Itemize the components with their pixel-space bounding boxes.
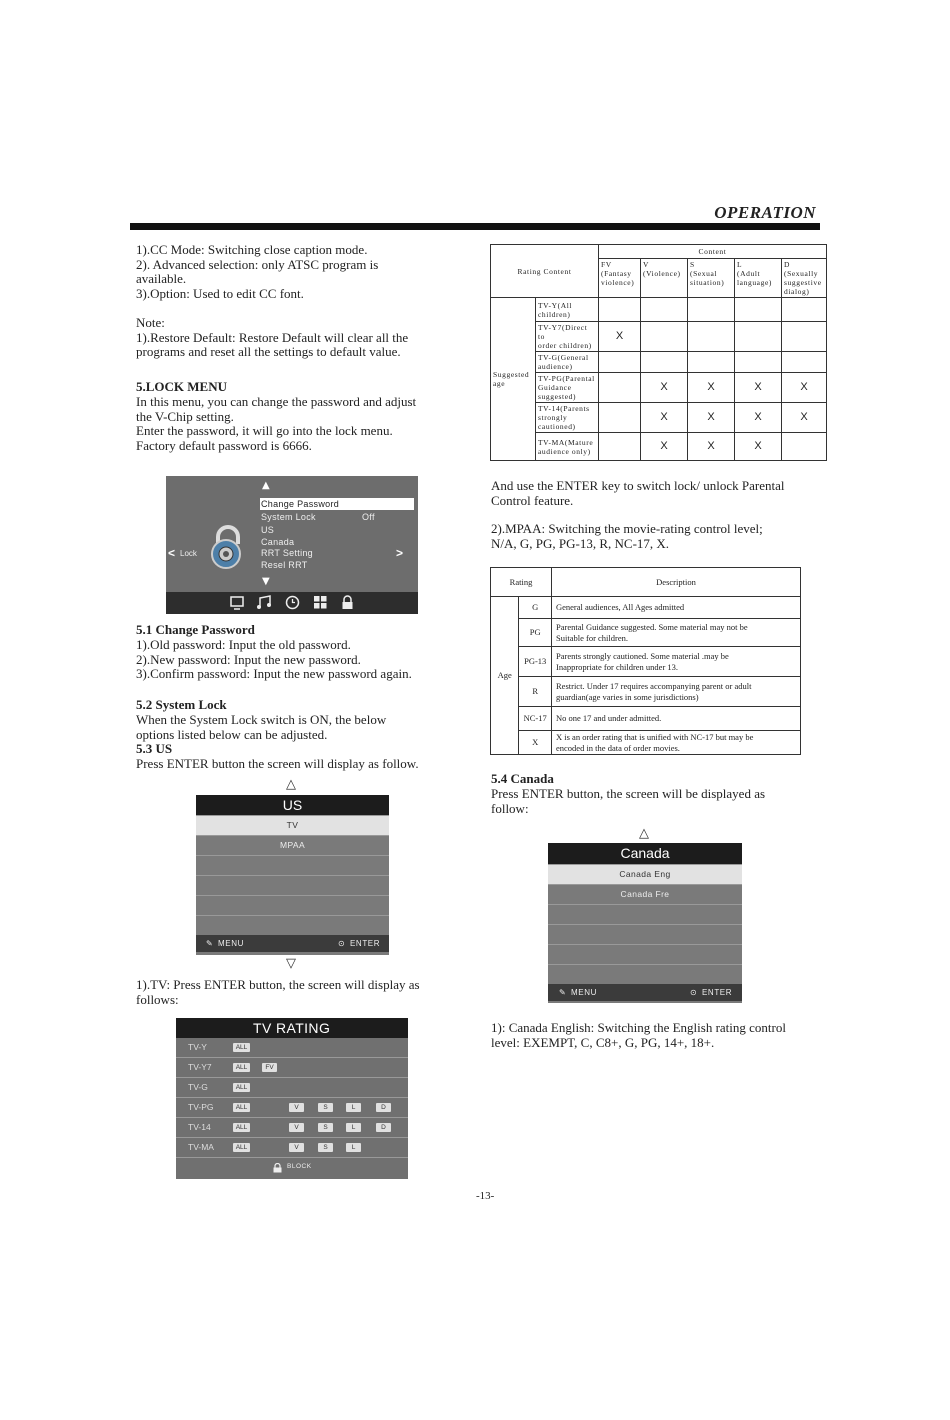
block-lock-icon [273, 1163, 282, 1173]
content-column-header: S (Sexual situation) [688, 259, 735, 298]
mpaa-text: 2).MPAA: Switching the movie-rating control level; N/A, G, PG, PG-13, R, NC-17, X. [491, 521, 763, 551]
mpaa-table [490, 567, 801, 755]
tv-rating-row-label: TV-MA [188, 1142, 214, 1152]
tv-text: 1).TV: Press ENTER button, the screen will display as follows: [136, 977, 420, 1007]
content-cell [688, 352, 735, 373]
rating-chip-all[interactable]: ALL [233, 1143, 250, 1152]
table-corner-label: Rating Content [491, 245, 599, 298]
lock-menu-osd [166, 476, 418, 614]
table-row [491, 403, 827, 433]
canada-up-triangle-icon[interactable]: △ [639, 826, 649, 841]
lock-osd-footer [166, 592, 418, 614]
content-rating-table [490, 244, 827, 461]
content-cell [688, 298, 735, 322]
block-label[interactable]: BLOCK [287, 1163, 312, 1170]
rating-chip-all[interactable]: ALL [233, 1083, 250, 1092]
mpaa-rating-label: G [519, 597, 552, 619]
content-cell: X [735, 433, 782, 461]
tv-rating-row [176, 1118, 408, 1138]
clock-icon[interactable] [285, 595, 300, 610]
table-row [491, 298, 827, 322]
content-column-header: L (Adult language) [735, 259, 782, 298]
canada-menu-item-fre[interactable]: Canada Fre [548, 884, 742, 904]
us-up-triangle-icon[interactable]: △ [286, 777, 296, 792]
right-arrow-icon[interactable]: > [396, 546, 404, 560]
change-password-heading: 5.1 Change Password [136, 622, 255, 637]
rating-chip-d[interactable]: D [376, 1103, 391, 1112]
mpaa-rating-label: NC-17 [519, 707, 552, 731]
age-label: Age [491, 597, 519, 755]
us-menu-item-empty [196, 915, 389, 935]
mpaa-rating-label: X [519, 731, 552, 755]
content-cell [641, 322, 688, 352]
menu-key-icon: ✎ [559, 988, 567, 997]
rating-chip-s[interactable]: S [318, 1123, 333, 1132]
rating-label: TV-14(Parents strongly cautioned) [536, 403, 599, 433]
mpaa-description: Restrict. Under 17 requires accompanying parent or adult guardian(age varies in some jurisdictions) [552, 677, 801, 707]
change-password-text: 1).Old password: Input the old password. 2).New password: Input the new password. 3).Confirm password: Input the new password again. [136, 637, 412, 682]
mpaa-rating-label: R [519, 677, 552, 707]
lock-menu-text: In this menu, you can change the password and adjust the V-Chip setting. Enter the password, it will go into the lock menu. Factory default password is 6666. [136, 394, 417, 453]
canada-menu-item-eng[interactable]: Canada Eng [548, 864, 742, 884]
cc-mode-text: 1).CC Mode: Switching close caption mode. 2). Advanced selection: only ATSC program is available. 3).Option: Used to edit CC font. Note: 1).Restore Default: Restore Default will clear all the programs and reset all the settings to default value. [136, 242, 409, 360]
table-row [491, 731, 801, 755]
suggested-age-label: Suggested age [491, 298, 536, 461]
page-header-title: OPERATION [714, 203, 816, 222]
rating-chip-l[interactable]: L [346, 1143, 361, 1152]
up-arrow-icon[interactable]: ▲ [262, 480, 270, 491]
content-cell [641, 352, 688, 373]
content-column-header: V (Violence) [641, 259, 688, 298]
us-menu-item-tv[interactable]: TV [196, 815, 389, 835]
rating-label: TV-Y7(Direct to order children) [536, 322, 599, 352]
lock-item-canada[interactable]: Canada [261, 537, 295, 547]
content-cell [735, 298, 782, 322]
content-cell: X [688, 403, 735, 433]
lock-osd-label: Lock [180, 549, 197, 558]
table-row [491, 433, 827, 461]
tv-icon[interactable] [230, 596, 244, 610]
content-cell [688, 322, 735, 352]
rating-chip-all[interactable]: ALL [233, 1103, 250, 1112]
table-row [491, 647, 801, 677]
rating-chip-all[interactable]: ALL [233, 1063, 250, 1072]
tv-rating-row-label: TV-PG [188, 1102, 214, 1112]
table-row [491, 597, 801, 619]
content-rating-table-wrap [490, 244, 827, 461]
content-cell: X [641, 373, 688, 403]
mpaa-rating-label: PG [519, 619, 552, 647]
system-lock-value: Off [362, 512, 375, 522]
mpaa-description-header: Description [552, 568, 801, 597]
content-cell: X [735, 403, 782, 433]
table-row [491, 373, 827, 403]
mpaa-description: General audiences, All Ages admitted [552, 597, 801, 619]
tv-rating-title: TV RATING [176, 1018, 408, 1038]
us-menu-item-empty [196, 895, 389, 915]
rating-chip-l[interactable]: L [346, 1123, 361, 1132]
rating-chip-all[interactable]: ALL [233, 1123, 250, 1132]
rating-chip-all[interactable]: ALL [233, 1043, 250, 1052]
tv-rating-row-label: TV-Y [188, 1042, 207, 1052]
tv-rating-row [176, 1038, 408, 1058]
content-cell: X [688, 433, 735, 461]
rating-chip-l[interactable]: L [346, 1103, 361, 1112]
mpaa-description: Parents strongly cautioned. Some material .may be Inappropriate for children under 13. [552, 647, 801, 677]
content-cell: X [641, 433, 688, 461]
content-cell: X [599, 322, 641, 352]
table-row [491, 619, 801, 647]
canada-menu-item-empty [548, 964, 742, 984]
grid-icon[interactable] [313, 595, 328, 610]
content-cell [641, 298, 688, 322]
canada-menu-item-empty [548, 904, 742, 924]
rating-label: TV-Y(All children) [536, 298, 599, 322]
us-menu-item-mpaa[interactable]: MPAA [196, 835, 389, 855]
music-icon[interactable] [256, 595, 272, 610]
us-down-triangle-icon[interactable]: ▽ [286, 956, 296, 971]
tv-rating-row-label: TV-G [188, 1082, 208, 1092]
us-menu-title: US [196, 795, 389, 815]
rating-chip-s[interactable]: S [318, 1103, 333, 1112]
us-menu-key-label[interactable]: MENU [218, 939, 244, 948]
content-cell: X [782, 373, 827, 403]
content-column-header: FV (Fantasy violence) [599, 259, 641, 298]
us-menu-item-empty [196, 875, 389, 895]
content-cell [782, 298, 827, 322]
canada-heading: 5.4 Canada [491, 771, 554, 786]
padlock-icon [206, 524, 250, 570]
us-text: Press ENTER button the screen will display as follow. [136, 756, 419, 771]
content-header: Content [599, 245, 827, 259]
mpaa-rating-header: Rating [491, 568, 552, 597]
rating-chip-v[interactable]: V [289, 1123, 304, 1132]
lock-item-system-lock[interactable]: System Lock [261, 512, 316, 522]
enter-key-icon: ⊙ [690, 988, 698, 997]
rating-label: TV-G(General audience) [536, 352, 599, 373]
tv-rating-row [176, 1078, 408, 1098]
left-arrow-icon[interactable]: < [168, 546, 176, 560]
table-row [491, 352, 827, 373]
system-lock-heading: 5.2 System Lock [136, 697, 227, 712]
canada-menu-key-label[interactable]: MENU [571, 988, 597, 997]
us-menu-osd [196, 795, 389, 955]
canada-enter-key-label[interactable]: ENTER [702, 988, 733, 997]
canada-menu-footer [548, 984, 742, 1001]
tv-rating-row [176, 1098, 408, 1118]
us-heading: 5.3 US [136, 741, 173, 756]
down-arrow-icon[interactable]: ▼ [262, 576, 270, 587]
lock-item-us[interactable]: US [261, 525, 275, 535]
page-number: -13- [476, 1190, 495, 1202]
lock-item-reset-rrt[interactable]: Resel RRT [261, 560, 308, 570]
rating-label: TV-MA(Mature audience only) [536, 433, 599, 461]
lock-menu-heading: 5.LOCK MENU [136, 379, 227, 394]
content-cell: X [782, 403, 827, 433]
header-rule [130, 223, 820, 230]
system-lock-text: When the System Lock switch is ON, the below options listed below can be adjusted. [136, 712, 387, 742]
canada-text: Press ENTER button, the screen will be displayed as follow: [491, 786, 766, 816]
content-cell [599, 433, 641, 461]
mpaa-table-wrap [490, 567, 801, 755]
canada-english-text: 1): Canada English: Switching the English rating control level: EXEMPT, C, C8+, G, PG, 14+, 18+. [491, 1020, 786, 1050]
us-enter-key-label[interactable]: ENTER [350, 939, 381, 948]
content-cell [599, 352, 641, 373]
us-menu-footer [196, 935, 389, 952]
tv-rating-row [176, 1058, 408, 1078]
menu-key-icon: ✎ [206, 939, 214, 948]
content-cell [735, 322, 782, 352]
mpaa-description: Parental Guidance suggested. Some material may not be Suitable for children. [552, 619, 801, 647]
lock-item-rrt-setting[interactable]: RRT Setting [261, 548, 313, 558]
rating-chip-d[interactable]: D [376, 1123, 391, 1132]
canada-menu-item-empty [548, 944, 742, 964]
lock-item-change-password[interactable]: Change Password [261, 499, 340, 509]
canada-menu-item-empty [548, 924, 742, 944]
tv-rating-osd [176, 1018, 408, 1179]
content-cell [599, 298, 641, 322]
table-row [491, 322, 827, 352]
rating-label: TV-PG(Parental Guidance suggested) [536, 373, 599, 403]
us-menu-item-empty [196, 855, 389, 875]
content-cell: X [641, 403, 688, 433]
content-cell [782, 322, 827, 352]
tv-rating-row-label: TV-Y7 [188, 1062, 212, 1072]
content-cell [599, 403, 641, 433]
mpaa-description: X is an order rating that is unified with NC-17 but may be encoded in the data of order movies. [552, 731, 801, 755]
content-cell: X [735, 373, 782, 403]
content-cell: X [688, 373, 735, 403]
tv-rating-row [176, 1138, 408, 1158]
enter-switch-text: And use the ENTER key to switch lock/ unlock Parental Control feature. [491, 478, 785, 508]
mpaa-description: No one 17 and under admitted. [552, 707, 801, 731]
rating-chip-fv[interactable]: FV [262, 1063, 277, 1072]
content-cell [599, 373, 641, 403]
content-column-header: D (Sexually suggestive dialog) [782, 259, 827, 298]
tv-rating-footer [176, 1158, 408, 1178]
content-cell [735, 352, 782, 373]
enter-key-icon: ⊙ [338, 939, 346, 948]
table-row [491, 707, 801, 731]
rating-chip-v[interactable]: V [289, 1143, 304, 1152]
table-row [491, 677, 801, 707]
canada-menu-title: Canada [548, 843, 742, 864]
content-cell [782, 433, 827, 461]
lock-tab-icon[interactable] [341, 595, 354, 610]
tv-rating-row-label: TV-14 [188, 1122, 211, 1132]
canada-menu-osd [548, 843, 742, 1003]
rating-chip-s[interactable]: S [318, 1143, 333, 1152]
content-cell [782, 352, 827, 373]
rating-chip-v[interactable]: V [289, 1103, 304, 1112]
mpaa-rating-label: PG-13 [519, 647, 552, 677]
